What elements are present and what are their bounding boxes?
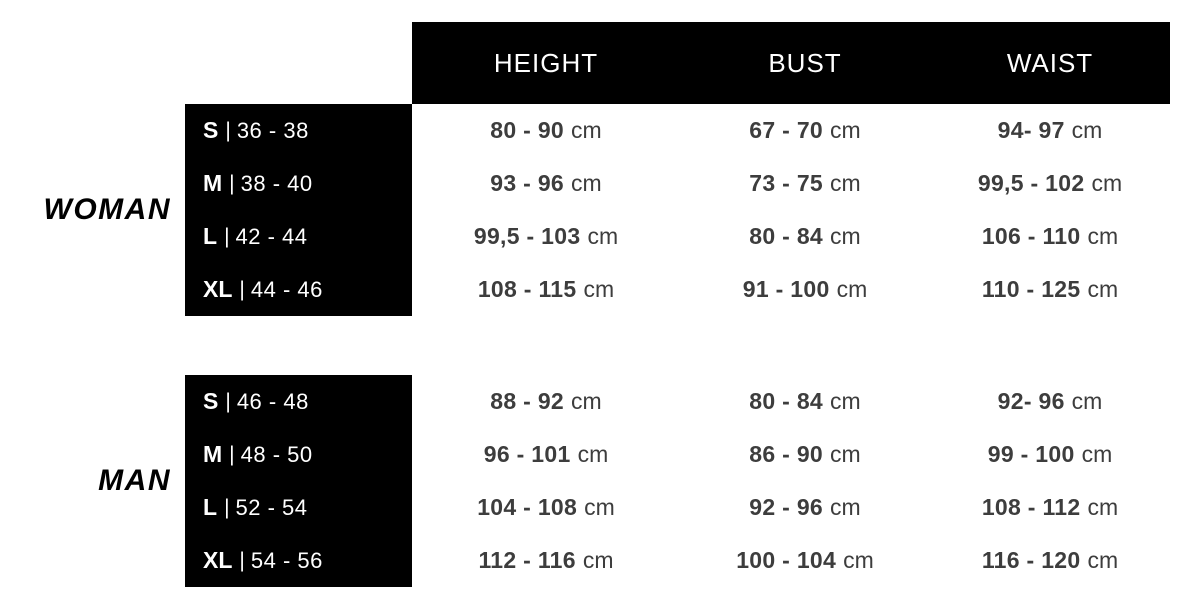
waist-cell	[930, 375, 1170, 428]
height-value: 96 - 101	[483, 441, 571, 467]
size-cell	[185, 375, 412, 428]
waist-unit: cm	[1087, 276, 1119, 302]
height-value: 88 - 92	[490, 388, 565, 414]
height-cell	[412, 375, 680, 428]
height-unit: cm	[571, 117, 602, 143]
height-unit: cm	[584, 494, 615, 520]
size-range: 54 - 56	[250, 547, 323, 573]
waist-value: 110 - 125	[981, 276, 1081, 302]
waist-value: 92- 96	[997, 388, 1065, 414]
height-value: 80 - 90	[490, 117, 565, 143]
bust-value: 73 - 75	[749, 170, 824, 196]
size-separator: |	[224, 224, 230, 248]
height-unit: cm	[571, 388, 602, 414]
bust-cell	[680, 104, 930, 157]
size-cell	[185, 428, 412, 481]
height-cell	[412, 104, 680, 157]
table-row	[0, 104, 1200, 157]
bust-cell	[680, 534, 930, 587]
size-range: 48 - 50	[240, 441, 313, 467]
size-label: XL	[203, 276, 233, 302]
size-cell	[185, 481, 412, 534]
bust-unit: cm	[830, 441, 861, 467]
size-label: M	[203, 441, 223, 467]
waist-cell	[930, 263, 1170, 316]
group-man	[0, 375, 1200, 587]
bust-value: 92 - 96	[749, 494, 824, 520]
waist-value: 99 - 100	[987, 441, 1075, 467]
height-value: 104 - 108	[477, 494, 578, 520]
size-range: 46 - 48	[236, 388, 309, 414]
size-range: 52 - 54	[235, 494, 308, 520]
waist-value: 94- 97	[997, 117, 1065, 143]
bust-value: 80 - 84	[749, 223, 824, 249]
column-header-bust: BUST	[768, 47, 842, 78]
bust-value: 100 - 104	[736, 547, 837, 573]
bust-value: 86 - 90	[749, 441, 824, 467]
waist-value: 116 - 120	[981, 547, 1081, 573]
bust-unit: cm	[836, 276, 868, 302]
height-unit: cm	[582, 547, 614, 573]
waist-cell	[930, 157, 1170, 210]
waist-cell	[930, 481, 1170, 534]
bust-unit: cm	[830, 494, 861, 520]
bust-unit: cm	[830, 170, 861, 196]
bust-cell	[680, 263, 930, 316]
waist-unit: cm	[1087, 223, 1119, 249]
height-unit: cm	[583, 276, 615, 302]
waist-unit: cm	[1087, 494, 1119, 520]
size-separator: |	[224, 495, 230, 519]
height-cell	[412, 534, 680, 587]
bust-cell	[680, 375, 930, 428]
size-label: L	[203, 494, 218, 520]
size-cell	[185, 104, 412, 157]
waist-value: 106 - 110	[981, 223, 1081, 249]
size-label: S	[203, 117, 219, 143]
waist-cell	[930, 104, 1170, 157]
group-label-woman: WOMAN	[43, 193, 171, 226]
waist-cell	[930, 210, 1170, 263]
height-cell	[412, 263, 680, 316]
table-row	[0, 263, 1200, 316]
height-unit: cm	[571, 170, 602, 196]
size-separator: |	[239, 548, 245, 572]
size-range: 38 - 40	[240, 170, 313, 196]
table-row	[0, 481, 1200, 534]
bust-unit: cm	[843, 547, 874, 573]
size-cell	[185, 263, 412, 316]
height-value: 93 - 96	[490, 170, 565, 196]
height-cell	[412, 428, 680, 481]
waist-unit: cm	[1091, 170, 1123, 196]
table-row	[0, 210, 1200, 263]
height-value: 112 - 116	[478, 547, 576, 573]
bust-value: 80 - 84	[749, 388, 824, 414]
column-header-height: HEIGHT	[493, 47, 599, 78]
table-row	[0, 534, 1200, 587]
size-separator: |	[225, 118, 231, 142]
waist-unit: cm	[1087, 547, 1119, 573]
bust-cell	[680, 428, 930, 481]
size-label: L	[203, 223, 218, 249]
size-separator: |	[239, 277, 245, 301]
bust-unit: cm	[830, 117, 861, 143]
size-separator: |	[225, 389, 231, 413]
bust-cell	[680, 210, 930, 263]
size-cell	[185, 210, 412, 263]
column-header-waist: WAIST	[1006, 47, 1094, 78]
waist-unit: cm	[1071, 117, 1103, 143]
size-label: M	[203, 170, 223, 196]
height-value: 108 - 115	[477, 276, 577, 302]
height-unit: cm	[587, 223, 619, 249]
height-value: 99,5 - 103	[473, 223, 581, 249]
bust-unit: cm	[830, 223, 861, 249]
size-range: 36 - 38	[236, 117, 309, 143]
table-row	[0, 428, 1200, 481]
size-label: XL	[203, 547, 233, 573]
bust-cell	[680, 481, 930, 534]
table-header-band	[412, 22, 1170, 104]
size-cell	[185, 534, 412, 587]
size-range: 44 - 46	[250, 276, 323, 302]
table-row	[0, 157, 1200, 210]
group-woman	[0, 104, 1200, 316]
height-unit: cm	[577, 441, 609, 467]
waist-unit: cm	[1081, 441, 1113, 467]
size-separator: |	[229, 171, 235, 195]
height-cell	[412, 157, 680, 210]
waist-cell	[930, 428, 1170, 481]
size-range: 42 - 44	[235, 223, 308, 249]
waist-value: 108 - 112	[981, 494, 1081, 520]
size-label: S	[203, 388, 219, 414]
size-cell	[185, 157, 412, 210]
bust-unit: cm	[830, 388, 861, 414]
bust-value: 67 - 70	[749, 117, 824, 143]
height-cell	[412, 481, 680, 534]
waist-value: 99,5 - 102	[977, 170, 1085, 196]
bust-value: 91 - 100	[742, 276, 830, 302]
size-separator: |	[229, 442, 235, 466]
table-row	[0, 375, 1200, 428]
waist-unit: cm	[1071, 388, 1103, 414]
bust-cell	[680, 157, 930, 210]
height-cell	[412, 210, 680, 263]
group-label-man: MAN	[98, 464, 171, 497]
waist-cell	[930, 534, 1170, 587]
